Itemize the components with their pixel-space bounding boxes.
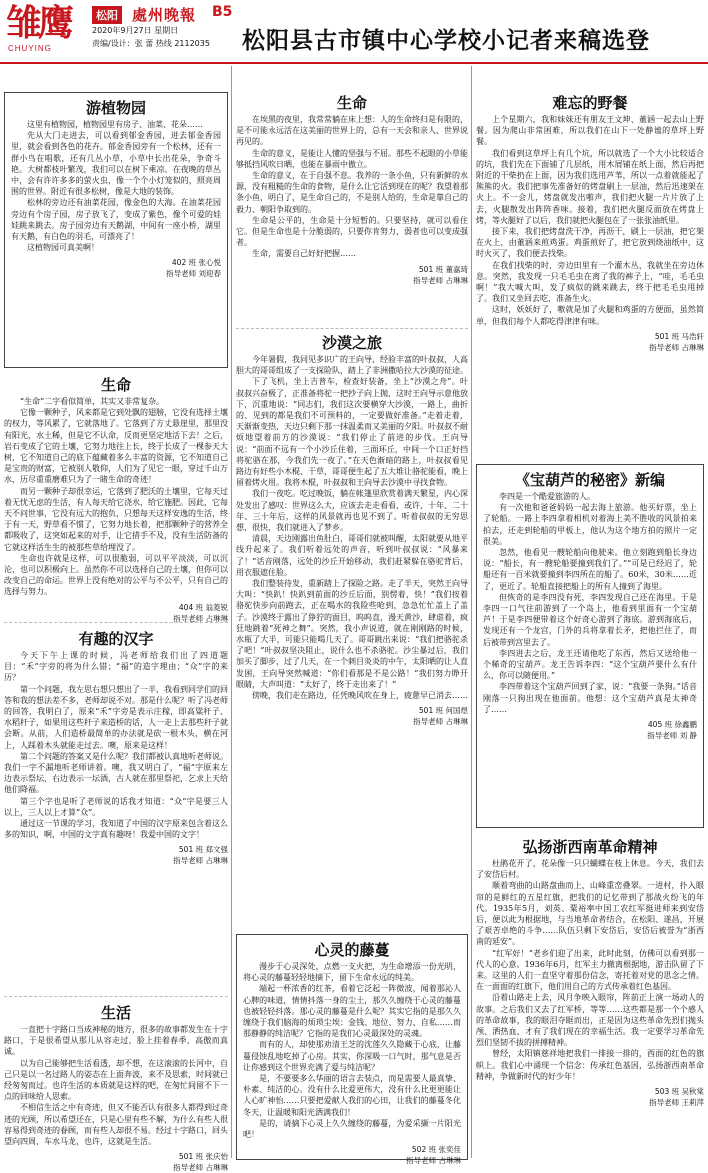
- author: 501 班 郑文强: [178, 845, 228, 855]
- article-body: [483, 491, 697, 715]
- article-body: [4, 1024, 228, 1147]
- article-title: 《宝葫芦的秘密》新编: [514, 471, 665, 489]
- article: [236, 332, 468, 928]
- paragraph: 它像一颗种子，风来都是它到处飘的翅膀，它没有选择土壤的权力，等风累了，它就落地了。它落到了方丈悬崖里，那里没有阳光，水土稀，但是它不认命，反而更坚定地活下去！之后，岩石变成了它的土壤，它努力地往上长，终于长成了一棵参天大树，它不知道自己的底下蕴藏着多么丰富的资源，它不知道自己是宝贵的财富，它被别人敬仰，人们为了见它一眼，穿过千山万水，历尽重重磨难只为了一睹生命的奇迹！: [4, 408, 228, 485]
- article: [4, 374, 228, 623]
- paragraph: 我们一夜吃。吃过晚饭，躺在帐篷里欣赏着满天繁星，内心深处发出了感叹：世界这么大，应该去走走看看，或许，十年、二十年、三十年后，这样的风景就再也见不到了。听着叔叔的无穷思想，很快，我们就进入了梦乡。: [236, 489, 468, 533]
- editor-line: 责编/设计：张 蕾 热线 2112035: [92, 39, 210, 48]
- paragraph: 一直把十字路口当成神秘的地方，很多的故事都发生在十字路口，于是很希望从那儿从容走过，脸上挂着春季，高傲而真诚。: [4, 1025, 228, 1057]
- article-title: 难忘的野餐: [552, 94, 628, 112]
- paragraph: 但恢奇的是李四没有死，李四发现自己还在海里。于是李四一口气往前游到了一个岛上，他看到里面有一个宝葫芦！于是李四便带着这个好奇心游到了海底。游到海底后，发现还有一个龙宫，门外的兵将拿着长矛，把他拦住了，而后被带到宫里去了。: [483, 592, 697, 647]
- paragraph: 是的，请摘下心灵上久久缠绕的藤蔓，为爱采撷一片阳光吧！: [243, 1118, 461, 1140]
- paragraph: 生命也许就是这样，可以很脆弱，可以平平淡淡，可以沉沦，也可以积极向上。虽然你不可以选择自己的土壤，但你可以改变自己的命运。世界上没有绝对的公平与不公平，只有自己的选择与努力。: [4, 553, 228, 597]
- paragraph: 李四带着这个宝葫芦回到了家，说：“我要一条狗。”话音刚落一只狗出现在他面前。他想：这个宝葫芦真是太神奇了……: [483, 682, 697, 714]
- page-number: B5: [212, 4, 233, 20]
- paragraph: 今年暑假，我同见多识广的王向导，经验丰富的叶叔叔，人高胆大的哥哥组成了一支探险队，踏上了非洲撒哈拉大沙漠的征途。: [236, 355, 468, 376]
- paragraph: 我们整装待发，重新踏上了探险之路。走了半天，突然王向导大叫：“快趴！快趴到前面的沙丘后面，别愣着，快！”我们按着骆驼快步向前跑去，正在喝水的我险些呛到，急急忙忙盖上了盖子。沙漠终于露出了狰狞的面目，呜呜直，漫天黄沙，肆虐着，疯狂地跳着“死神之舞”。突然，我小声说道，就在刚刚路的时候，水瓶了大半，可能只能喝几天了。哥哥跳出来说：“我们把骆驼杀了吧！”叶叔叔坚决阻止，说什么也不杀骆驼。沙尘暴过后，我们加买了脚步，过了几天，在一个刺目炎炎的中午，太阳晒的让人直发困，王向导突然喊道：“你们看那是不是公路！”我们努力睁开眼睛，大声叫道：“太好了，终于走出来了！”: [236, 579, 468, 689]
- teacher: 指导老师 占琳琳: [413, 275, 468, 285]
- article: [4, 628, 228, 992]
- paragraph: 我们看到这草坪上有几个坑，所以就选了一个大小比较适合的坑，我们先在下面铺了几层纸，用木屑铺在纸上面，然后再把附近的干柴扔在上面，因为我们选用芦苇，所以一点着就能起了熊熊的火。我们把事先准备好的烤盘刷上一层油，然后迅速架在火上。不一会儿，烤盘就发出啪声，我们把火腿一片片放了上去，火腿散发出阵阵香味。接着，我们把火腿反面放在烤盘上烤，等火腿好了以后，我们就把火腿包在了一张张油纸里。: [476, 148, 704, 225]
- region-tag: 松阳: [92, 6, 122, 24]
- separator: [4, 622, 228, 623]
- masthead-rule: [0, 62, 708, 64]
- teacher: 指导老师 占琳琳: [413, 717, 468, 727]
- paper-name: 處州晚報: [132, 6, 197, 24]
- article-title: 沙漠之旅: [321, 334, 382, 352]
- article-title: 弘扬浙西南革命精神: [522, 838, 658, 856]
- date-line: 2020年9月27日 星期日: [92, 26, 179, 35]
- article-title: 生命: [100, 376, 131, 394]
- paragraph: 忽然，他看见一艘轮船向他驶来。他立刻跑到船长身边说：“船长，有一艘轮船要撞到我们了。”“可是已经迟了，轮船还有一百米就要撞到李四所在的船了。60米，30米……近了，更近了。轮船直接把船上的所有人撞到了海里。: [483, 548, 697, 591]
- paragraph: 今天下午上课的时候，冯老师给我们出了四道题目：“禾”字旁的将为什么错；“福”的造字理由；“众”字的来历？: [4, 651, 228, 683]
- paragraph: “生命”二字看似简单，其实又非常复杂。: [20, 397, 165, 406]
- paragraph: 顺着弯曲的山路盘曲而上，山峰重峦叠翠。一进村，扑入眼帘的是鲜红的五星红旗，把我们的记忆带到了那战火纷飞的年代。1935年5月，刘英、粟裕率中国工农红军挺进师来到安岱后，便以此为根据地，与当地革命者结合，在松阳、遂昌，开展了艰苦卓绝的斗争……队伍只剩下安岱后，安岱后被誉为“浙西南的延安”。: [476, 881, 704, 947]
- paragraph: 生命的意义，在于自强不息。我养的一条小鱼，只有新鲜的水源，没有粗糙的生命的食物，是什么让它活到现在的呢？我望着那条小鱼，明白了，是生命自己的，不是别人给的，生命是靠自己的毅力、朝阳争取到的。: [236, 171, 468, 214]
- paragraph: 下了飞机，坐上吉普车，检查好装备，坐上“沙漠之舟”。叶叔叔兴奋极了，正准备将驼一把抄子向上抛，这时王向导示意他放下，沉重地说：“同志们，我们这次要横穿大沙漠，一路上，曲折的、见到的都是我们不可预料的，一定要做好准备。”走着走着，天渐渐变热，天边只剩下那一抹温柔而又美丽的夕阳。叶叔叔不耐烦地望着前方的沙漠说：“我们停止了前进的步伐。王向导说：“前面不远有一个小沙丘住着，三面环丘，中间一个口正好挡将驼骆在那，今我们先一夜了。”在天色渐暗的路上，叶叔叔看见路边有好些小木棍、干草，哥哥便生起了五大堆让骆驼能看，晚上留着烤火用。我将木棍，叶叔叔和王向导去沙漠中寻找食物。: [236, 377, 468, 488]
- separator: [236, 328, 468, 329]
- article-body: [236, 114, 468, 260]
- author: 402 班 张心悦: [171, 258, 221, 268]
- paragraph: 漫步于心灵深处，点燃一支火把，为生命增添一份光明，将心灵的藤蔓轻轻地摘下，留下生命永远的纯美。: [243, 962, 461, 983]
- article: [476, 92, 704, 456]
- article-body: [4, 396, 228, 598]
- article: [236, 934, 468, 1166]
- page-headline: 松阳县古市镇中心学校小记者来稿选登: [242, 28, 650, 54]
- article-body: [4, 650, 228, 840]
- paragraph: 第三个字也是听了老师说的话我才知道：“众”字是要三人以上，三人以上才算“众”。: [4, 796, 228, 817]
- author: 405 班 徐鑫鹏: [647, 720, 697, 730]
- teacher: 指导老师 刘 静: [647, 731, 697, 741]
- paragraph: 而另一颗种子却很幸运，它落到了肥沃的土壤里，它每天过着无忧无虑的生活，有人每天给它浇水，给它施肥。因此，它每天不问世事，它没有远大的抱负，只想每天这样安逸的生活，终于有一天，野草看不惯了，它努力地长着，把那颗种子的营养全都吸收了，这突如起来的对手，让它措手不及，没有生活防备的它就这样活生生的被那些草给埋没了。: [4, 486, 228, 552]
- column-2: [236, 66, 468, 1166]
- paragraph: 第一个问题，我左思右想只想出了一半，我看到同学们的回答和我的想法差不多，老师却说不对。那是什么呢？听了冯老师的回答，我明白了，原来“禾”字旁是表示庄稼，即高粱秆子、水稻秆子，如果用这些秆子来造桥的话，人一走上去那些秆子就会断。从前，人们造桥最简单的办法就是砍一根木头，横在河上，人踩着木头就能走过去。噢，原来是这样！: [4, 684, 228, 750]
- paragraph: 端起一杯浓香的红茶，看着它泛起一阵微波，闻着那沁人心脾的味道，情情抖落一身的尘土，那久久缠绕于心灵的藤蔓也被轻轻抖落。那心灵的藤蔓是什么呢？其实它指的是那久久缠绕于我们脑海的烦琐尘埃：金钱、地位、努力、自私……而那静静的纯洁呢？它指的是我们心灵最深处的灵魂。: [243, 984, 461, 1039]
- paragraph: 李四是一个酷爱旅游的人。: [499, 492, 595, 501]
- paragraph: 沿着山路走上去，风月争映入眼帘，阵前正上演一场动人的故事。之后我们又去了红军桥，等等……这些都是那一个个感人的革命故事，我的眼泪夺眶而出，正是因为这些革命先烈们抛头颅、洒热血，才有了我们现在的幸福生活。我一定要学习革命先烈们坚韧不拔的拼搏精神。: [476, 993, 704, 1048]
- paragraph: 生命的意义，是能让人懂的坚强与不屈。那些不起眼的小草能够抵挡风吹日晒，也能在暴雨中傲立。: [236, 148, 468, 169]
- article: [476, 836, 704, 1162]
- masthead: [0, 0, 708, 62]
- teacher: 指导老师 刘迎春: [166, 269, 221, 279]
- paragraph: 这里有植物园，植物园里有房子、油菜、花朵……: [27, 120, 203, 129]
- teacher: 指导老师 占琳琳: [406, 1156, 461, 1166]
- article-body: [476, 858, 704, 1082]
- article-title: 有趣的汉字: [78, 630, 154, 648]
- paragraph: 杜鹃花开了，花朵像一只只蝴蝶在枝上休息。今天，我们去了安岱后村。: [476, 859, 704, 880]
- article-title: 游植物园: [85, 99, 146, 117]
- teacher: 指导老师 占琳琳: [173, 1163, 228, 1173]
- article-title: 生活: [100, 1004, 131, 1022]
- author: 501 班 何国煜: [418, 706, 468, 716]
- separator: [4, 996, 228, 997]
- paragraph: 李四进去之后，龙王还请他吃了东西，然后又送给他一个稀奇的宝葫芦。龙王告诉李四：“这个宝葫芦要什么有什么，你可以随便用。”: [483, 648, 697, 681]
- paragraph: 有一次他和爸爸妈妈一起去海上旅游。他买好票，坐上了轮船。一路上李四拿着相机对着海上美不胜收的风景拍来拍去，还走到轮船的甲板上，他认为这个地方拍的照片一定很美。: [483, 503, 697, 546]
- paragraph: 傍晚，我们走在路边，任凭晚风吹在身上，疲惫早已消去……: [252, 691, 468, 701]
- teacher: 指导老师 占琳琳: [649, 342, 704, 352]
- teacher: 指导老师 王莉萍: [649, 1098, 704, 1108]
- column-divider: [471, 66, 472, 1158]
- author: 501 班 张庆怡: [178, 1152, 228, 1162]
- article-body: [476, 114, 704, 327]
- column-divider: [231, 66, 232, 1158]
- paragraph: 接下来，我们把烤盘洗干净，再沥干，刷上一层油，把它架在火上，由董涵来煎鸡蛋。鸡蛋煎好了，把它放到烧油纸中，这时火灭了，我们便去找柴。: [476, 227, 704, 259]
- paragraph: 在埃黑的夜里，我常常躺在床上想：人的生命终归是有限的，是不可能永远活在这美丽的世界上的，总有一天会和亲人、世界说再见的。: [236, 115, 468, 147]
- article-body: [236, 354, 468, 701]
- teacher: 指导老师 占琳琳: [173, 856, 228, 866]
- paragraph: 生命是公平的，生命是十分短暂的。只要坚持，就可以看住它。但是生命也是十分脆弱的，只要你肯努力，弱者也可以变成强者。: [236, 215, 468, 248]
- paragraph: 不相信生活之中有奇迹，但又不能否认有很多人都得到过奇迹的光顾，所以希望还在，只是心里有些不解，为什么有些人很容易得到奇迹的眷顾，而有些人却很不易。经过十字路口，回头望向四周，车水马龙，也许，这就是生活。: [4, 1103, 228, 1147]
- paragraph: 而有的人，却使那劝清王芝的沈莲久久隐藏于心底，让藤蔓侵蚀乱地吃掉了心房。其实，你深吸一口气时，那气息是否让你感到这个世界充满了爱与纯洁呢？: [243, 1040, 461, 1072]
- paragraph: “红军好！”老乡们迎了出来，此时此刻，仿佛可以看到那一代人的心意。1936年6月，红军主力撤离根据地，游击队留了下来。这里的人们一直坚守着那份信念，寄托着对党的思念之情。在一面面的红旗下，他们用自己的方式传承着红色基因。: [476, 948, 704, 992]
- author: 501 班 董嘉琦: [418, 264, 468, 274]
- paragraph: 生命，需要自己好好把握……: [252, 249, 356, 259]
- article-title: 生命: [336, 94, 367, 112]
- logo: 雏鹰: [6, 3, 71, 44]
- paragraph: 这时，妖妖好了，嗷就是加了火腿和鸡蛋的方便面，虽然简单，但我们每个人都吃得津津有味。: [476, 305, 704, 326]
- paragraph: 松林的旁边还有油菜花园，像金色的大海。在油菜花园旁边有个房子园，房子放飞了，变成了紫色，像个可爱的娃娃跳来跳去。房子园旁边有天鹅湖，中间有一座小桥，湖里有天鹅，有白色的羽毛，可漂亮了！: [11, 198, 221, 242]
- article: [4, 1002, 228, 1173]
- article-body: [243, 961, 461, 1140]
- column-1: [4, 66, 228, 1173]
- author: 502 班 张奕佳: [411, 1145, 461, 1155]
- paragraph: 第二个问题的答案又是什么呢？我们都被认真地听老师说。我们一字不漏地听老师讲着。噢，我又明白了，“福”字原来左边表示祭坛，右边表示一坛酒，古人就在那里祭祀，乞求上天给他们降福。: [4, 751, 228, 795]
- article: [476, 464, 704, 828]
- paragraph: 曾经，太阳镇慈祥地把我们一排接一排的，西面的红色的旗帜上。我们心中涌现一个信念：传承红色基因，弘扬浙西南革命精神，争做新时代的好少年！: [476, 1049, 704, 1081]
- paragraph: 通过这一节课的学习，我知道了中国的汉字原来包含着这么多的知识，啊，中国的文字真有趣呀！我爱中国的文字！: [4, 819, 228, 840]
- author: 404 班 翁菱锐: [178, 602, 228, 612]
- paragraph: 这植物园可真美啊！: [27, 243, 99, 253]
- paragraph: 先从大门走进去，可以看到郁金香园，进去郁金香园里，就会看到各色的花卉。郁金香园旁有一个松林，还有一群小鸟在唱歌，还有几丛小草，小草中长出花朵，争奇斗艳。大树都枝叶繁茂，我们可以在树下乘凉。在夜晚的草丛中，会有许许多多的萤火虫，像一个个小灯笼似的，照亮周围的世界。附近有很多松树，像是大地的装饰。: [11, 131, 221, 197]
- article: [236, 92, 468, 324]
- author: 503 班 吴秋棠: [654, 1087, 704, 1097]
- paragraph: 上个星期六，我和妹妹还有朋友王文坤、董涵一起去山上野餐。因为爬山非常困难，所以我们在山下一处静谧的草坪上野餐。: [476, 115, 704, 147]
- logo-pinyin: CHUYING: [8, 44, 52, 53]
- column-3: [476, 66, 704, 1162]
- article: [4, 92, 228, 368]
- article-title: 心灵的藤蔓: [314, 941, 390, 959]
- article-body: [11, 119, 221, 253]
- paragraph: 在我们找柴的时，旁边田里有一个灌木丛，我就坐在旁边休息。突然，我发现一只毛毛虫在离了我的裤子上，“哇，毛毛虫啊！”我大喊大叫，发了疯似的跳来跳去，终于把毛毛虫甩掉了。我们又坐回去吃，准备生火。: [476, 260, 704, 304]
- paragraph: 是，不要要多么华丽的语言去装点，而是需要人最真挚、朴素、纯洁的心。没有什么比爱更伟大，没有什么比更更能让人心旷神怡……只要把爱献人我们的心田，让我们的藤蔓冬化冬天，让温暖和阳光洒满我们！: [243, 1074, 461, 1117]
- paragraph: 清晨，天边刚露出鱼肚白，哥哥们就被叫醒，太阳就要从地平线升起来了。我们听着远处的声音，听到叶叔叔说：“风暴来了！”话音刚落，远处的沙丘开始移动，我们赶紧躲在骆驼背后，用衣服遮住脸。: [236, 534, 468, 577]
- author: 501 班 马浩轩: [654, 331, 704, 341]
- paragraph: 以为自己能够把生活看透，却不想，在这滚滚的长河中，自己只是以一名过路人的姿态在上面奔波，来不及思索，时间就已经匆匆而过。也许生活的本质就是这样的吧，在匆忙间留不下一点的回味给人思索。: [4, 1058, 228, 1102]
- teacher: 指导老师 占琳琳: [173, 613, 228, 623]
